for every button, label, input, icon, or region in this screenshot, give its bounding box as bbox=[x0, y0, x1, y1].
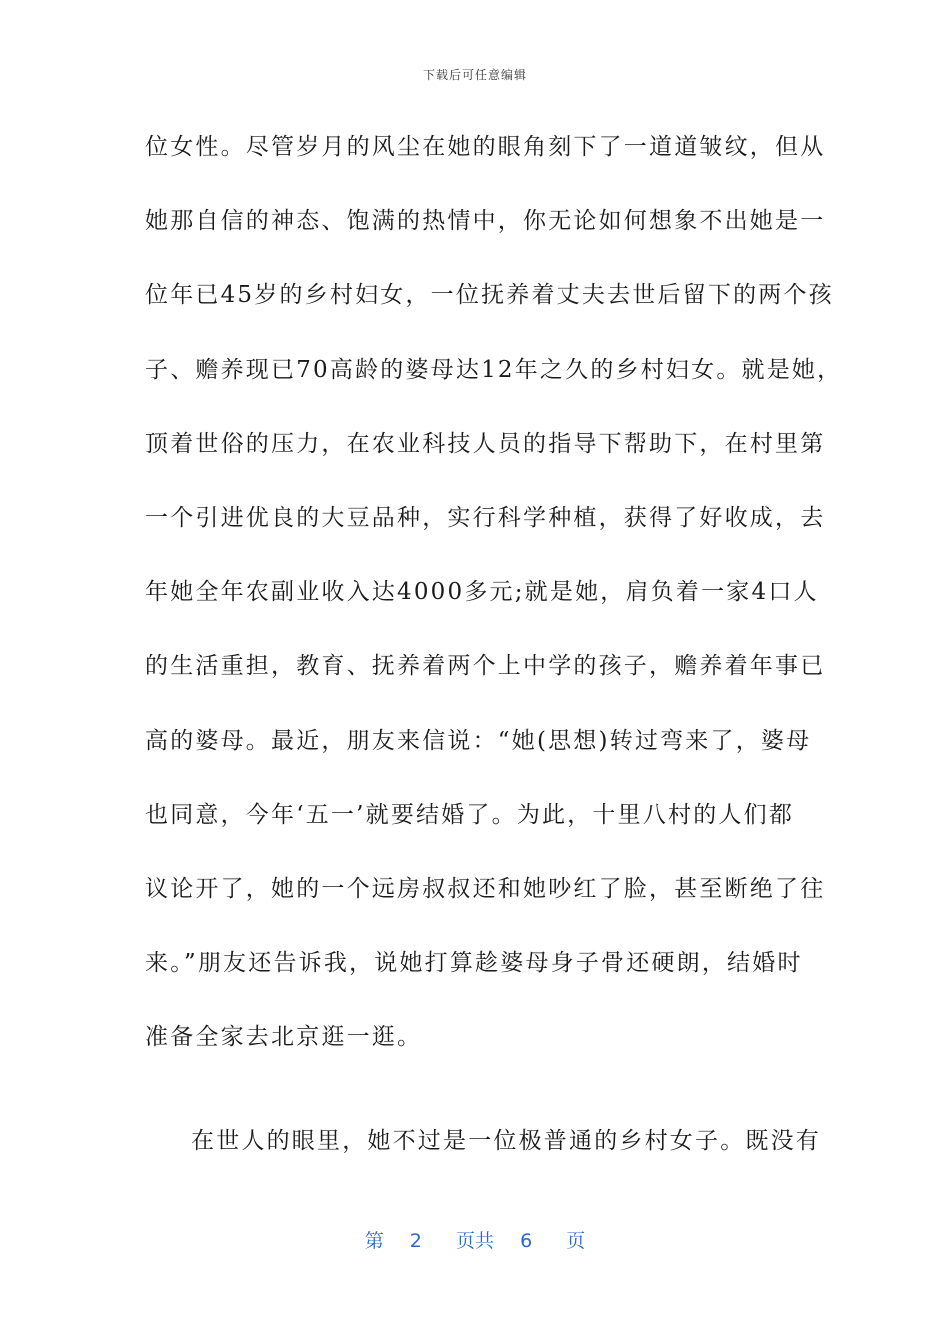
text-line: 年她全年农副业收入达4000多元;就是她，肩负着一家4口人 bbox=[145, 579, 819, 606]
page-label-prefix: 第 bbox=[364, 1230, 384, 1252]
text-line: 位年已45岁的乡村妇女，一位抚养着丈夫去世后留下的两个孩 bbox=[145, 282, 834, 309]
text-line: 她那自信的神态、饱满的热情中，你无论如何想象不出她是一 bbox=[145, 208, 826, 235]
text-line: 一个引进优良的大豆品种，实行科学种植，获得了好收成，去 bbox=[145, 504, 826, 531]
text-line: 子、赡养现已70高龄的婆母达12年之久的乡村妇女。就是她， bbox=[145, 356, 843, 383]
total-pages-number: 6 bbox=[520, 1230, 533, 1252]
text-line: 的生活重担，教育、抚养着两个上中学的孩子，赡养着年事已 bbox=[145, 653, 826, 680]
page-label-suffix: 页 bbox=[566, 1230, 586, 1252]
text-line-indented: 在世人的眼里，她不过是一位极普通的乡村女子。既没有 bbox=[191, 1128, 821, 1155]
text-line: 议论开了，她的一个远房叔叔还和她吵红了脸，甚至断绝了往 bbox=[145, 875, 826, 902]
text-line: 位女性。尽管岁月的风尘在她的眼角刻下了一道道皱纹，但从 bbox=[145, 134, 826, 160]
page-header: 下载后可任意编辑 bbox=[422, 68, 527, 82]
text-line: 也同意，今年‘五一’就要结婚了。为此，十里八村的人们都 bbox=[145, 801, 795, 828]
text-line: 准备全家去北京逛一逛。 bbox=[145, 1024, 423, 1051]
page-footer bbox=[0, 1226, 950, 1253]
text-line: 顶着世俗的压力，在农业科技人员的指导下帮助下，在村里第 bbox=[145, 430, 826, 457]
page-label-mid: 页共 bbox=[455, 1230, 494, 1252]
document-body bbox=[145, 128, 843, 1197]
text-line: 高的婆母。最近，朋友来信说：“她(思想)转过弯来了，婆母 bbox=[145, 727, 812, 754]
text-line: 来。”朋友还告诉我，说她打算趁婆母身子骨还硬朗，结婚时 bbox=[145, 950, 803, 977]
current-page-number: 2 bbox=[409, 1230, 422, 1252]
